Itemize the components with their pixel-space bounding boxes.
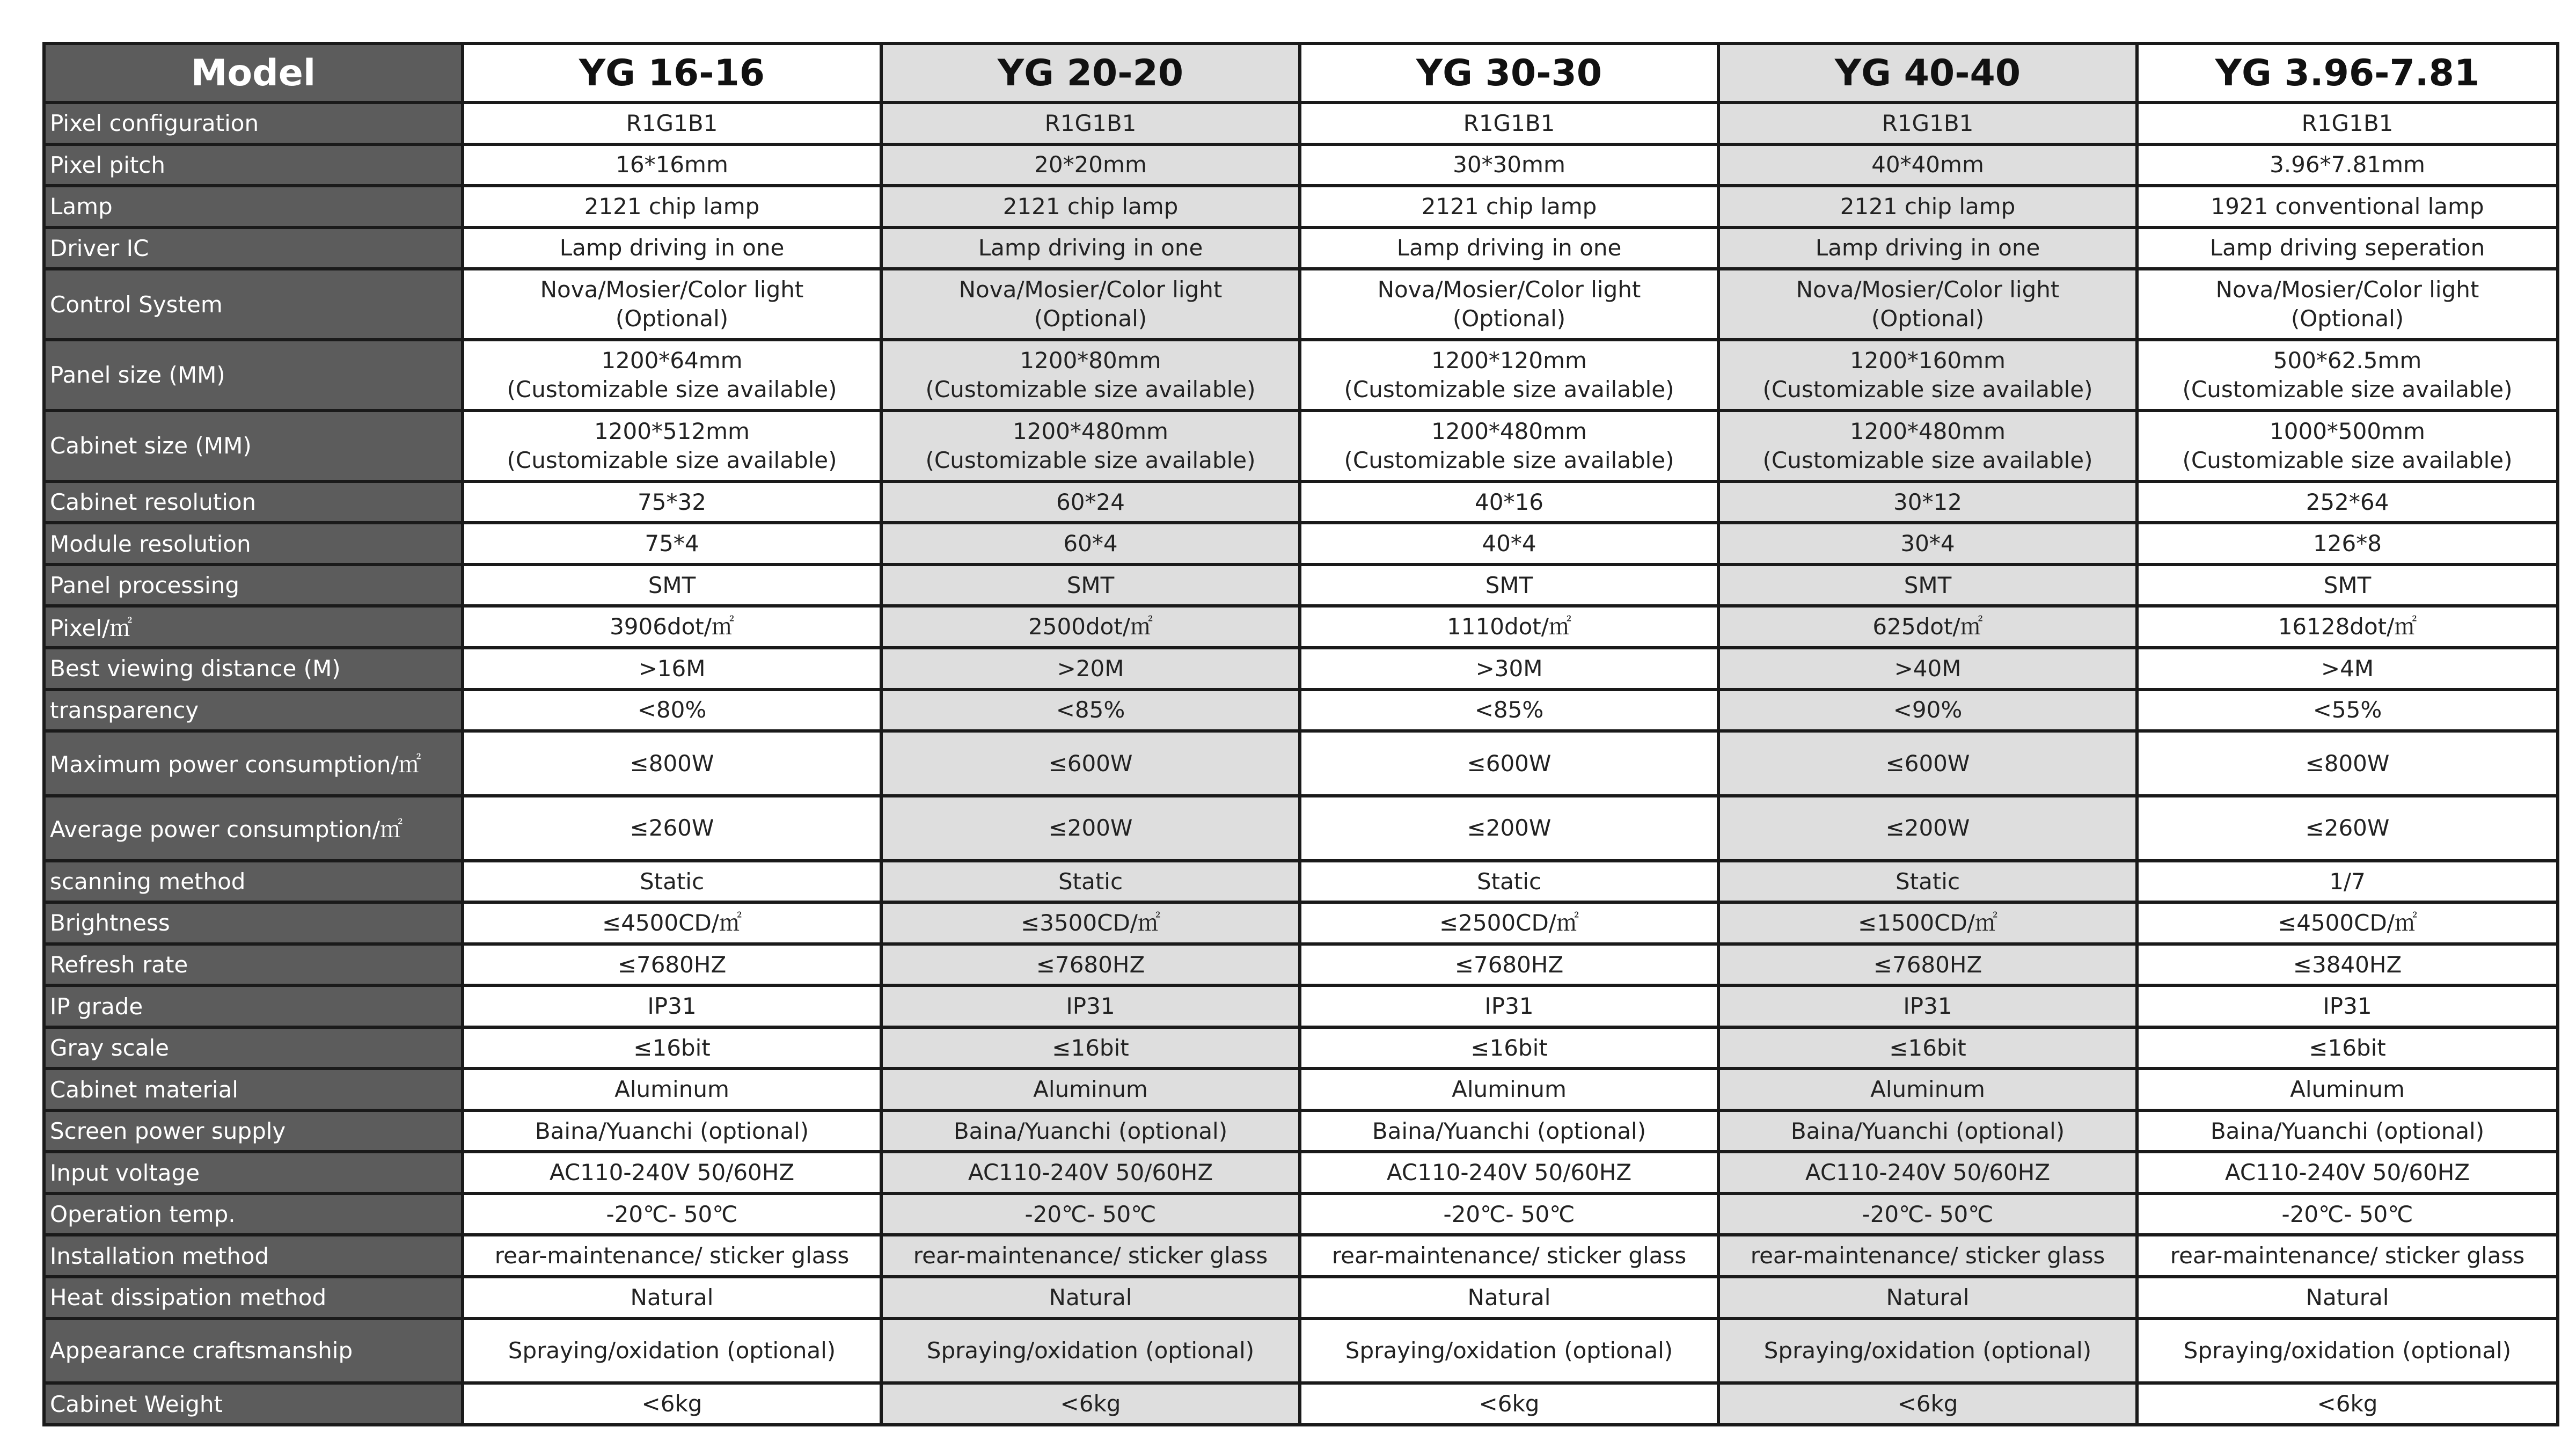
spec-value-cell: Baina/Yuanchi (optional) (463, 1110, 881, 1152)
spec-row-label: Heat dissipation method (44, 1277, 463, 1319)
spec-value-cell: 60*24 (881, 481, 1300, 523)
spec-value-line: 1200*80mm (1020, 347, 1161, 374)
spec-value-cell: Aluminum (881, 1069, 1300, 1110)
spec-row-label: Brightness (44, 902, 463, 944)
spec-value-cell: R1G1B1 (1300, 103, 1718, 144)
spec-value-cell: Spraying/oxidation (optional) (881, 1319, 1300, 1384)
spec-value-cell: Baina/Yuanchi (optional) (1300, 1110, 1718, 1152)
spec-value-line: 1200*480mm (1431, 418, 1587, 445)
spec-row-label: Operation temp. (44, 1194, 463, 1235)
spec-value-cell (2137, 411, 2558, 481)
spec-value-cell: 3906dot/㎡ (463, 606, 881, 648)
spec-value-cell: Aluminum (2137, 1069, 2558, 1110)
spec-value-cell (463, 411, 881, 481)
spec-value-cell: R1G1B1 (881, 103, 1300, 144)
spec-value-cell: ≤600W (1300, 731, 1718, 796)
spec-value-cell: IP31 (2137, 985, 2558, 1027)
spec-value-cell: Lamp driving seperation (2137, 228, 2558, 269)
spec-value-line: (Customizable size available) (1344, 376, 1674, 402)
spec-row-label: Cabinet resolution (44, 481, 463, 523)
spec-value-cell: 2121 chip lamp (1718, 186, 2137, 228)
spec-value-cell: SMT (2137, 565, 2558, 606)
spec-value-cell: SMT (881, 565, 1300, 606)
spec-value-cell: <80% (463, 690, 881, 731)
spec-value-cell: Natural (881, 1277, 1300, 1319)
spec-value-cell: 1110dot/㎡ (1300, 606, 1718, 648)
spec-row-label: Lamp (44, 186, 463, 228)
spec-value-cell: 3.96*7.81mm (2137, 144, 2558, 186)
spec-value-cell: rear-maintenance/ sticker glass (881, 1235, 1300, 1277)
spec-value-cell: ≤200W (1300, 796, 1718, 861)
spec-value-cell (1718, 411, 2137, 481)
spec-row (44, 340, 2558, 411)
spec-value-cell: 40*40mm (1718, 144, 2137, 186)
spec-value-line: (Customizable size available) (2182, 376, 2513, 402)
spec-row (44, 606, 2558, 648)
spec-value-cell: ≤16bit (463, 1027, 881, 1069)
spec-value-cell (1718, 340, 2137, 411)
spec-value-cell: ≤260W (463, 796, 881, 861)
spec-value-line: 1200*512mm (594, 418, 750, 445)
spec-value-cell: 2500dot/㎡ (881, 606, 1300, 648)
spec-value-cell: ≤600W (881, 731, 1300, 796)
spec-value-cell: Spraying/oxidation (optional) (1718, 1319, 2137, 1384)
spec-value-cell: >40M (1718, 648, 2137, 690)
spec-value-cell: Natural (2137, 1277, 2558, 1319)
spec-value-cell: ≤3500CD/㎡ (881, 902, 1300, 944)
spec-row-label: Pixel configuration (44, 103, 463, 144)
spec-value-cell: Spraying/oxidation (optional) (463, 1319, 881, 1384)
spec-value-cell: Baina/Yuanchi (optional) (2137, 1110, 2558, 1152)
spec-value-cell (881, 411, 1300, 481)
spec-value-cell: ≤16bit (1300, 1027, 1718, 1069)
spec-value-cell: Lamp driving in one (463, 228, 881, 269)
spec-value-cell (2137, 269, 2558, 340)
spec-value-line: (Customizable size available) (1762, 376, 2093, 402)
spec-value-cell: ≤800W (2137, 731, 2558, 796)
spec-value-cell: >20M (881, 648, 1300, 690)
spec-row (44, 944, 2558, 986)
spec-value-cell: R1G1B1 (2137, 103, 2558, 144)
spec-value-cell: Aluminum (1300, 1069, 1718, 1110)
spec-row-label: Driver IC (44, 228, 463, 269)
spec-value-line: (Optional) (1034, 305, 1147, 332)
spec-value-cell: 75*32 (463, 481, 881, 523)
spec-value-cell: ≤16bit (881, 1027, 1300, 1069)
spec-value-cell: SMT (1718, 565, 2137, 606)
spec-value-cell: Aluminum (463, 1069, 881, 1110)
spec-row (44, 565, 2558, 606)
spec-value-cell: <6kg (2137, 1383, 2558, 1425)
spec-value-cell: IP31 (1300, 985, 1718, 1027)
spec-value-cell: >4M (2137, 648, 2558, 690)
spec-value-cell: 1921 conventional lamp (2137, 186, 2558, 228)
spec-value-cell: rear-maintenance/ sticker glass (2137, 1235, 2558, 1277)
model-header-5: YG 3.96-7.81 (2137, 43, 2558, 103)
spec-value-cell: ≤1500CD/㎡ (1718, 902, 2137, 944)
spec-row-label: Panel size (MM) (44, 340, 463, 411)
spec-row-label: Cabinet material (44, 1069, 463, 1110)
spec-value-line: (Optional) (1452, 305, 1566, 332)
spec-value-cell (1300, 340, 1718, 411)
spec-value-cell: 40*16 (1300, 481, 1718, 523)
spec-value-cell: ≤4500CD/㎡ (2137, 902, 2558, 944)
spec-value-cell: <55% (2137, 690, 2558, 731)
spec-value-line: (Customizable size available) (507, 376, 837, 402)
spec-value-cell: 16*16mm (463, 144, 881, 186)
spec-value-cell: R1G1B1 (463, 103, 881, 144)
spec-row (44, 103, 2558, 144)
spec-value-cell: ≤200W (1718, 796, 2137, 861)
spec-value-cell: -20℃- 50℃ (1300, 1194, 1718, 1235)
spec-value-cell: ≤600W (1718, 731, 2137, 796)
spec-value-cell: IP31 (1718, 985, 2137, 1027)
header-row (44, 43, 2558, 103)
spec-value-line: 1200*160mm (1850, 347, 2006, 374)
spec-value-cell (463, 269, 881, 340)
spec-value-cell: rear-maintenance/ sticker glass (1300, 1235, 1718, 1277)
spec-row (44, 1383, 2558, 1425)
spec-value-line: (Customizable size available) (507, 447, 837, 473)
spec-value-cell (1300, 269, 1718, 340)
spec-value-cell: >30M (1300, 648, 1718, 690)
spec-value-cell: 16128dot/㎡ (2137, 606, 2558, 648)
spec-row-label: Maximum power consumption/㎡ (44, 731, 463, 796)
spec-value-line: 1200*480mm (1850, 418, 2006, 445)
model-header-2: YG 20-20 (881, 43, 1300, 103)
spec-row (44, 228, 2558, 269)
spec-value-cell: AC110-240V 50/60HZ (1718, 1152, 2137, 1194)
spec-value-cell: Baina/Yuanchi (optional) (881, 1110, 1300, 1152)
spec-value-cell: 625dot/㎡ (1718, 606, 2137, 648)
spec-value-cell: 40*4 (1300, 523, 1718, 565)
spec-value-cell: ≤7680HZ (463, 944, 881, 986)
spec-value-line: 500*62.5mm (2273, 347, 2422, 374)
spec-row-label: Appearance craftsmanship (44, 1319, 463, 1384)
spec-value-cell: Aluminum (1718, 1069, 2137, 1110)
spec-value-line: Nova/Mosier/Color light (958, 276, 1223, 303)
spec-value-cell: <6kg (1300, 1383, 1718, 1425)
spec-value-cell: R1G1B1 (1718, 103, 2137, 144)
spec-value-line: Nova/Mosier/Color light (1796, 276, 2060, 303)
spec-value-cell (2137, 340, 2558, 411)
spec-row-label: Refresh rate (44, 944, 463, 986)
spec-value-cell: 75*4 (463, 523, 881, 565)
spec-row (44, 411, 2558, 481)
spec-row-label: Pixel/㎡ (44, 606, 463, 648)
spec-row (44, 1235, 2558, 1277)
spec-value-cell (1718, 269, 2137, 340)
spec-value-cell: <85% (881, 690, 1300, 731)
spec-value-cell: 126*8 (2137, 523, 2558, 565)
spec-row (44, 186, 2558, 228)
spec-row (44, 269, 2558, 340)
spec-row (44, 1194, 2558, 1235)
spec-value-cell: Lamp driving in one (1718, 228, 2137, 269)
spec-value-cell: ≤16bit (1718, 1027, 2137, 1069)
spec-value-cell: Static (881, 861, 1300, 903)
spec-value-cell: Static (1300, 861, 1718, 903)
spec-value-line: (Optional) (1871, 305, 1985, 332)
model-header-3: YG 30-30 (1300, 43, 1718, 103)
spec-value-cell: ≤16bit (2137, 1027, 2558, 1069)
spec-row-label: Installation method (44, 1235, 463, 1277)
spec-value-cell: ≤7680HZ (1300, 944, 1718, 986)
spec-row (44, 1027, 2558, 1069)
spec-value-line: 1000*500mm (2270, 418, 2425, 445)
spec-value-cell (881, 269, 1300, 340)
spec-value-line: (Optional) (2290, 305, 2404, 332)
spec-row-label: Panel processing (44, 565, 463, 606)
spec-value-cell: <90% (1718, 690, 2137, 731)
spec-row (44, 648, 2558, 690)
spec-row (44, 144, 2558, 186)
spec-row-label: IP grade (44, 985, 463, 1027)
spec-value-cell: SMT (463, 565, 881, 606)
spec-value-cell: SMT (1300, 565, 1718, 606)
spec-value-cell: IP31 (881, 985, 1300, 1027)
spec-value-line: 1200*120mm (1431, 347, 1587, 374)
model-header-label: Model (44, 43, 463, 103)
spec-row (44, 523, 2558, 565)
spec-row (44, 1069, 2558, 1110)
model-header-1: YG 16-16 (463, 43, 881, 103)
spec-row-label: Control System (44, 269, 463, 340)
spec-row-label: Gray scale (44, 1027, 463, 1069)
spec-row (44, 861, 2558, 903)
spec-row-label: Input voltage (44, 1152, 463, 1194)
spec-value-cell (1300, 411, 1718, 481)
spec-value-cell: ≤200W (881, 796, 1300, 861)
spec-value-cell: ≤2500CD/㎡ (1300, 902, 1718, 944)
spec-value-cell: 2121 chip lamp (881, 186, 1300, 228)
spec-value-cell: 60*4 (881, 523, 1300, 565)
spec-value-line: Nova/Mosier/Color light (540, 276, 804, 303)
spec-value-cell: AC110-240V 50/60HZ (2137, 1152, 2558, 1194)
spec-value-cell: -20℃- 50℃ (463, 1194, 881, 1235)
spec-value-cell: AC110-240V 50/60HZ (881, 1152, 1300, 1194)
spec-value-cell: >16M (463, 648, 881, 690)
spec-value-cell: 2121 chip lamp (463, 186, 881, 228)
spec-row-label: scanning method (44, 861, 463, 903)
spec-value-cell: AC110-240V 50/60HZ (1300, 1152, 1718, 1194)
spec-value-line: (Customizable size available) (925, 447, 1256, 473)
spec-value-cell: 30*12 (1718, 481, 2137, 523)
spec-row (44, 731, 2558, 796)
spec-value-cell: Spraying/oxidation (optional) (1300, 1319, 1718, 1384)
spec-row (44, 1110, 2558, 1152)
spec-value-cell: <6kg (881, 1383, 1300, 1425)
spec-value-cell: Natural (463, 1277, 881, 1319)
spec-value-line: Nova/Mosier/Color light (1377, 276, 1641, 303)
spec-value-cell: rear-maintenance/ sticker glass (1718, 1235, 2137, 1277)
spec-value-cell: Static (463, 861, 881, 903)
spec-value-cell: rear-maintenance/ sticker glass (463, 1235, 881, 1277)
spec-row (44, 902, 2558, 944)
spec-value-cell: ≤7680HZ (881, 944, 1300, 986)
spec-value-cell: 2121 chip lamp (1300, 186, 1718, 228)
spec-row (44, 796, 2558, 861)
spec-row (44, 1319, 2558, 1384)
spec-value-cell: Lamp driving in one (1300, 228, 1718, 269)
spec-value-cell: ≤4500CD/㎡ (463, 902, 881, 944)
spec-value-cell: 252*64 (2137, 481, 2558, 523)
spec-value-cell: Natural (1718, 1277, 2137, 1319)
spec-value-line: Nova/Mosier/Color light (2215, 276, 2479, 303)
spec-value-cell: ≤7680HZ (1718, 944, 2137, 986)
spec-row-label: transparency (44, 690, 463, 731)
spec-value-cell: ≤800W (463, 731, 881, 796)
spec-value-line: (Customizable size available) (1762, 447, 2093, 473)
spec-value-cell: ≤3840HZ (2137, 944, 2558, 986)
spec-value-cell: 20*20mm (881, 144, 1300, 186)
spec-value-cell: -20℃- 50℃ (2137, 1194, 2558, 1235)
spec-table (42, 42, 2559, 1426)
spec-body (44, 103, 2558, 1425)
spec-value-cell: 1/7 (2137, 861, 2558, 903)
spec-value-cell: 30*4 (1718, 523, 2137, 565)
spec-value-cell (881, 340, 1300, 411)
spec-value-cell: Natural (1300, 1277, 1718, 1319)
spec-row-label: Cabinet size (MM) (44, 411, 463, 481)
spec-value-cell: <6kg (463, 1383, 881, 1425)
spec-value-cell: IP31 (463, 985, 881, 1027)
spec-value-cell: 30*30mm (1300, 144, 1718, 186)
spec-row (44, 985, 2558, 1027)
spec-value-cell: <85% (1300, 690, 1718, 731)
spec-row-label: Cabinet Weight (44, 1383, 463, 1425)
spec-value-line: (Optional) (615, 305, 729, 332)
model-header-4: YG 40-40 (1718, 43, 2137, 103)
spec-value-cell: ≤260W (2137, 796, 2558, 861)
spec-value-cell: <6kg (1718, 1383, 2137, 1425)
spec-value-line: (Customizable size available) (1344, 447, 1674, 473)
spec-value-line: (Customizable size available) (925, 376, 1256, 402)
spec-row (44, 690, 2558, 731)
spec-value-cell: AC110-240V 50/60HZ (463, 1152, 881, 1194)
spec-value-line: 1200*64mm (601, 347, 743, 374)
spec-value-cell: -20℃- 50℃ (1718, 1194, 2137, 1235)
spec-value-cell (463, 340, 881, 411)
spec-row-label: Best viewing distance (M) (44, 648, 463, 690)
spec-row (44, 481, 2558, 523)
spec-value-cell: Lamp driving in one (881, 228, 1300, 269)
spec-row (44, 1277, 2558, 1319)
spec-value-line: (Customizable size available) (2182, 447, 2513, 473)
spec-value-cell: -20℃- 50℃ (881, 1194, 1300, 1235)
spec-value-cell: Baina/Yuanchi (optional) (1718, 1110, 2137, 1152)
spec-row (44, 1152, 2558, 1194)
spec-row-label: Average power consumption/㎡ (44, 796, 463, 861)
spec-row-label: Module resolution (44, 523, 463, 565)
spec-value-line: 1200*480mm (1013, 418, 1168, 445)
spec-row-label: Pixel pitch (44, 144, 463, 186)
spec-value-cell: Static (1718, 861, 2137, 903)
spec-value-cell: Spraying/oxidation (optional) (2137, 1319, 2558, 1384)
spec-row-label: Screen power supply (44, 1110, 463, 1152)
